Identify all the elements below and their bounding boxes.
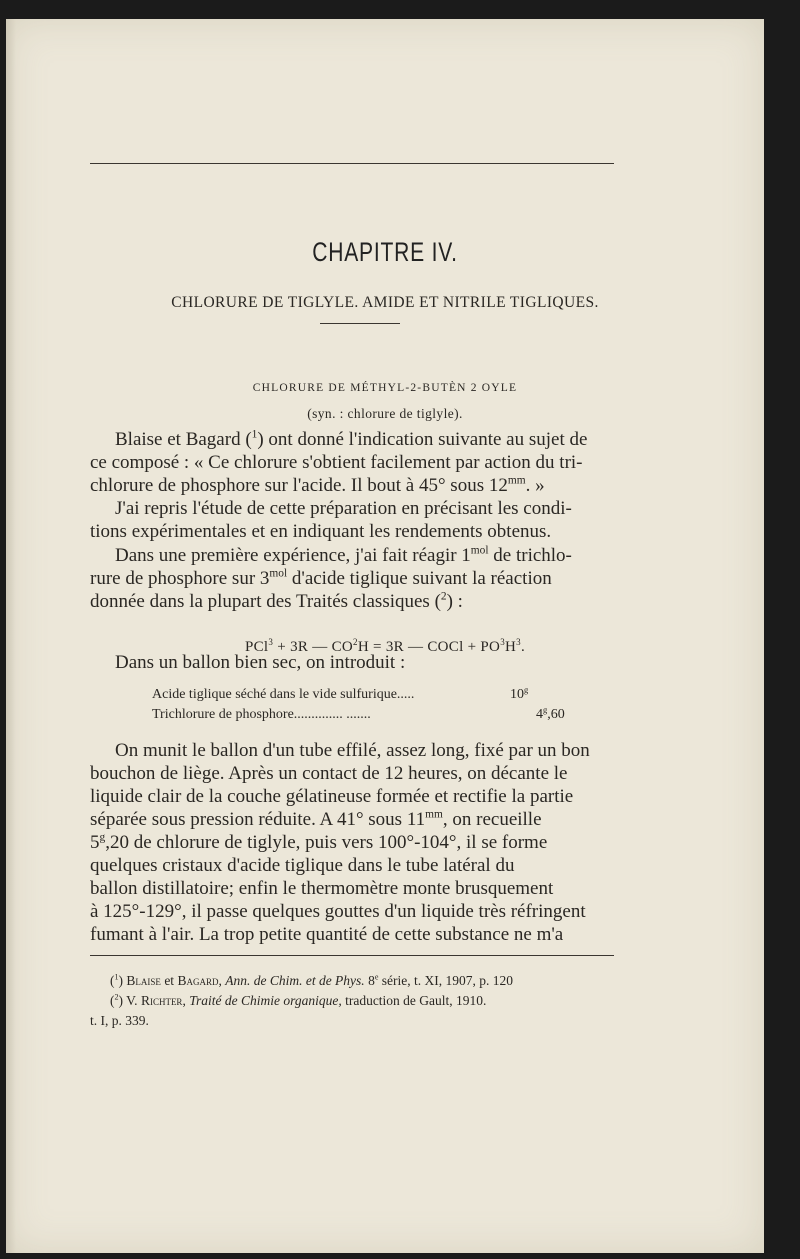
chapter-title: CHAPITRE IV.	[312, 237, 458, 267]
para5-line2: bouchon de liège. Après un contact de 12 heures, on décante le	[90, 763, 568, 784]
section-heading: CHLORURE DE MÉTHYL-2-BUTÈN 2 OYLE	[252, 382, 518, 394]
para5-line7: ballon distillatoire; enfin le thermomètre monte brusquement	[90, 878, 554, 899]
reagent-row-2-name: Trichlorure de phosphore.............. .......	[152, 707, 371, 722]
footnote-2-cont: t. I, p. 339.	[90, 1013, 149, 1028]
para5-line1: On munit le ballon d'un tube effilé, assez long, fixé par un bon	[115, 740, 590, 761]
para3-line2: rure de phosphore sur $3^{mol}$ d'acide tiglique suivant la réaction	[90, 567, 552, 589]
para1-line1: Blaise et Bagard ($^1$) ont donné l'indication suivante au sujet de	[115, 428, 588, 450]
para5-line5: 5$^g$,20 de chlorure de tiglyle, puis vers 100°-104°, il se forme	[90, 831, 548, 853]
para5-line8: à 125°-129°, il passe quelques gouttes d'un liquide très réfringent	[90, 901, 586, 922]
para1-line2: ce composé : « Ce chlorure s'obtient facilement par action du tri-	[90, 452, 583, 473]
footnote-2: ($^2$) V. Richter, Traité de Chimie organique, traduction de Gault, 1910.	[110, 992, 487, 1008]
para3-line1: Dans une première expérience, j'ai fait réagir $1^{mol}$ de trichlo-	[115, 544, 572, 566]
footnote-rule	[90, 955, 614, 956]
para1-line3: chlorure de phosphore sur l'acide. Il bout à 45° sous $12^{mm}$. »	[90, 474, 545, 496]
para5-line4: séparée sous pression réduite. A 41° sous $11^{mm}$, on recueille	[90, 808, 542, 830]
para2-line1: J'ai repris l'étude de cette préparation en précisant les condi-	[115, 498, 572, 519]
footnote-1: ($^1$) Blaise et Bagard, Ann. de Chim. et de Phys. 8e série, t. XI, 1907, p. 120	[110, 972, 514, 988]
section-synonym: (syn. : chlorure de tiglyle).	[307, 406, 463, 421]
book-page	[6, 19, 764, 1253]
para4: Dans un ballon bien sec, on introduit :	[115, 652, 406, 673]
para3-line3: donnée dans la plupart des Traités classiques ($^2$) :	[90, 590, 463, 612]
top-rule	[90, 163, 614, 164]
para5-line6: quelques cristaux d'acide tiglique dans le tube latéral du	[90, 855, 515, 876]
para5-line9: fumant à l'air. La trop petite quantité de cette substance ne m'a	[90, 924, 564, 945]
para2-line2: tions expérimentales et en indiquant les rendements obtenus.	[90, 521, 552, 542]
reaction-formula: PCl$^3$ + 3R — $CO^2H = 3R$ — COCl + $PO^3H^3$.	[244, 637, 526, 655]
reagent-row-2-qty: 4$^g$,60	[536, 705, 565, 722]
reagent-row-1-qty: 10$^g$	[510, 685, 529, 702]
para5-line3: liquide clair de la couche gélatineuse formée et rectifie la partie	[90, 786, 574, 807]
reagent-row-1-name: Acide tiglique séché dans le vide sulfurique.....	[152, 687, 415, 702]
short-divider	[320, 323, 400, 324]
chapter-subtitle: CHLORURE DE TIGLYLE. AMIDE ET NITRILE TIGLIQUES.	[171, 294, 599, 311]
page-gutter-shadow	[6, 19, 16, 1253]
